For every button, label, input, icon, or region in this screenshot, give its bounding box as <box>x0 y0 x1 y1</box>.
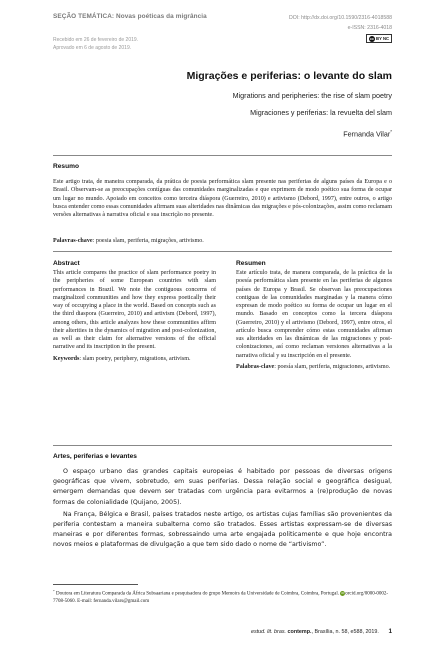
title-block <box>187 70 392 138</box>
resumen-text: Este artículo trata, de manera comparada, de la práctica de la poesía performática slam presente en las periferias de algunos países de Europa y Brasil. Se observan las preocupaciones contiguas de las comunidades marginadas y la manera cómo expresan de modo poético su forma de ocupar un lugar en el mundo. Basado en conceptos como la tercera diáspora (Guerreiro, 2010) y el artivismo (Debord, 1997), entre otros, el artículo busca comprender cómo estas comunidades afirman sus alteridades en las dinámicas de las migraciones y post-colonizaciones, así como reclaman versiones alternativas a la narrativa oficial y su inscripción en el presente. <box>236 270 392 359</box>
citation-details: , Brasília, n. 58, e588, 2019. <box>311 629 379 635</box>
abstract-text: This article compares the practice of slam performance poetry in the peripheries of some European countries with slam performances in Brazil. We note the contiguous concerns of marginalized communities and how they express poetically their way of occupying a place in the world. Based on concepts such as the third diaspora (Guerreiro, 2010) and artivism (Debord, 1997), among others, this article analyzes how these communities affirm their alterities in the dynamics of migration and post-colonization, as well as their claim for alternative versions of the official narrative and its inscription in the present. <box>53 270 216 351</box>
article-title-en: Migrations and peripheries: the rise of slam poetry <box>232 91 392 100</box>
journal-abbrev-bold: contemp. <box>287 629 312 635</box>
divider <box>53 155 392 156</box>
received-date: Recebido em 26 de fevereiro de 2019. <box>53 37 139 43</box>
resumen-column <box>236 269 392 371</box>
page-footer <box>251 628 392 635</box>
cc-license-badge[interactable]: cc BY NC <box>366 34 392 43</box>
abstract-heading: Abstract <box>53 260 80 267</box>
page-number: 1 <box>388 628 392 635</box>
submission-dates <box>53 37 138 52</box>
journal-abbrev: estud. lit. bras. <box>250 629 287 635</box>
abstract-keywords: Keywords: slam poetry, periphery, migrations, artivism. <box>53 355 191 362</box>
section-label: SEÇÃO TEMÁTICA: Novas poéticas da migrância <box>53 13 207 20</box>
abstract-column <box>53 269 216 363</box>
body-text <box>53 467 392 551</box>
resumen-keywords: Palabras-clave: poesía slam, periferia, migraciones, artivismo. <box>236 363 391 370</box>
resumo-keywords: Palavras-chave: poesia slam, periferia, migrações, artivismo. <box>53 238 204 244</box>
eissn-text: e-ISSN: 2316-4018 <box>347 25 392 31</box>
body-paragraph: O espaço urbano das grandes capitais europeias é habitado por pessoas de diversas origens geográficas que vivem, sobretudo, em suas periferias. Dessa relação social e geográfica desigual, emergem demandas que devem ser tratadas com urgência para evitarmos a (re)produção de novas formas de colonialidade (Quijano, 2005). <box>53 468 392 506</box>
resumo-heading: Resumo <box>53 163 80 170</box>
resumen-heading: Resumen <box>236 260 266 267</box>
approved-date: Aprovado em 6 de agosto de 2019. <box>53 44 132 51</box>
orcid-link[interactable]: orcid.org/0000-0002-7708-5060. E-mail: fernanda.vilars@gmail.com <box>53 591 389 604</box>
article-title-es: Migraciones y periferias: la revuelta del slam <box>250 108 392 117</box>
author-footnote: * Doutora em Literatura Comparada da África Subsaariana e pesquisadora do grupo Memoirs da Universidade de Coimbra, Coimbra, Portugal. iDorcid.org/0000-0002-7708-5060. E-mail: fernanda.vilars@gmail.com <box>53 589 389 604</box>
body-heading: Artes, periferias e levantes <box>53 453 137 460</box>
author-name: Fernanda Vilar* <box>343 129 392 139</box>
header-meta <box>289 13 392 44</box>
doi-link[interactable]: DOI: http://dx.doi.org/10.1590/2316-4018588 <box>289 15 392 21</box>
orcid-icon: iD <box>341 591 345 596</box>
footnote-divider <box>53 584 138 585</box>
body-paragraph: Na França, Bélgica e Brasil, países tratados neste artigo, os artistas cujas famílias são provenientes da periferia contestam a maneira subalterna como são tratados. Esses artistas expressam-se de diversas maneiras e por diferentes formas, sobressaindo uma arte engajada politicamente e que hoje encontra novos meios e plataformas de divulgação a que tem sido dado o nome de “artivismo”. <box>53 510 392 549</box>
resumo-text: Este artigo trata, de maneira comparada, da prática de poesia performática slam presente nas periferias de alguns países da Europa e o Brasil. Observam-se as preocupações contíguas das comunidades marginalizadas e que exprimem de modo poético sua forma de ocupar um lugar no mundo. Apoiado em conceitos como terceira diáspora (Guerreiro, 2010) e artivismo (Debord, 1997), entre outros, o artigo busca entender como essas comunidades afirmam suas alteridades nas dinâmicas das migrações e pós-colonizações, assim como reclamam versões alternativas à narrativa oficial e sua inscrição no presente. <box>53 179 392 219</box>
author-footnote-mark[interactable]: * <box>390 129 392 134</box>
divider <box>53 251 392 252</box>
article-title: Migrações e periferias: o levante do slam <box>186 70 392 82</box>
divider <box>53 445 392 446</box>
cc-icon: cc <box>370 36 375 41</box>
